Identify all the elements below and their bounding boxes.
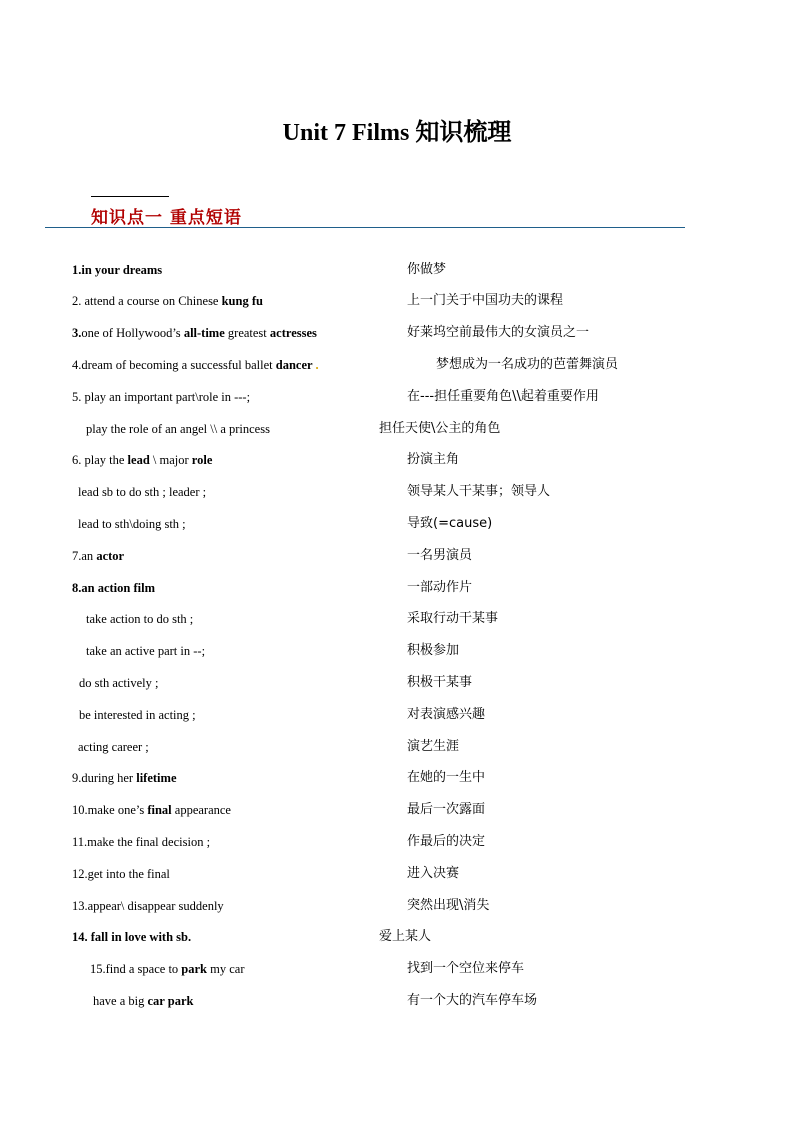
page-title: Unit 7 Films 知识梳理 xyxy=(282,120,512,146)
phrase-english-segment: lifetime xyxy=(136,771,177,785)
phrase-english xyxy=(72,291,263,311)
phrase-chinese: 演艺生涯 xyxy=(407,739,460,754)
phrase-chinese: 最后一次露面 xyxy=(407,802,486,817)
phrase-english xyxy=(72,800,231,820)
phrase-row xyxy=(0,609,794,629)
phrase-english-segment: final xyxy=(147,803,172,817)
phrase-english-segment: 14. fall in love with sb. xyxy=(72,930,192,944)
phrase-chinese: 有一个大的汽车停车场 xyxy=(407,993,538,1008)
phrase-row xyxy=(0,387,794,407)
section-bottom-rule xyxy=(45,227,685,228)
phrase-english xyxy=(72,896,224,916)
phrase-row xyxy=(0,768,794,788)
phrase-english-segment: 11.make the final decision ; xyxy=(72,835,211,849)
phrase-chinese: 担任天使\公主的角色 xyxy=(379,421,501,436)
phrase-english-segment: kung fu xyxy=(221,294,263,308)
phrase-row xyxy=(0,800,794,820)
phrase-row xyxy=(0,959,794,979)
phrase-row xyxy=(0,260,794,280)
phrase-english xyxy=(78,482,206,502)
phrase-chinese: 积极干某事 xyxy=(407,675,473,690)
phrase-english-segment: dancer xyxy=(275,358,313,372)
phrase-english-segment: do sth actively ; xyxy=(79,676,159,690)
phrase-english xyxy=(72,578,155,598)
phrase-row xyxy=(0,705,794,725)
phrase-english xyxy=(86,641,205,661)
phrase-english-segment: \ major xyxy=(149,453,192,467)
section-heading: 知识点一 重点短语 xyxy=(91,208,242,228)
phrase-row xyxy=(0,355,794,375)
phrase-row xyxy=(0,673,794,693)
phrase-chinese: 爱上某人 xyxy=(379,929,432,944)
phrase-english xyxy=(86,419,270,439)
phrase-english-segment: 4.dream of becoming a successful ballet xyxy=(72,358,276,372)
phrase-chinese: 好莱坞空前最伟大的女演员之一 xyxy=(407,325,590,340)
phrase-row xyxy=(0,419,794,439)
phrase-row xyxy=(0,641,794,661)
phrase-row xyxy=(0,546,794,566)
phrase-english-segment: be interested in acting ; xyxy=(79,708,196,722)
phrase-english xyxy=(72,323,317,343)
phrase-chinese: 采取行动干某事 xyxy=(407,611,499,626)
phrase-chinese: 领导某人干某事；领导人 xyxy=(407,484,551,499)
phrase-chinese: 突然出现\消失 xyxy=(407,898,490,913)
phrase-row xyxy=(0,514,794,534)
phrase-english xyxy=(72,864,170,884)
phrase-row xyxy=(0,737,794,757)
phrase-row xyxy=(0,323,794,343)
phrase-english xyxy=(78,514,186,534)
phrase-english xyxy=(72,927,191,947)
phrase-english-segment: car park xyxy=(147,994,194,1008)
phrase-chinese: 在她的一生中 xyxy=(407,770,486,785)
phrase-english-segment: . xyxy=(312,358,319,372)
phrase-english-segment: 5. play an important part\role in ---; xyxy=(72,390,251,404)
phrase-english-segment: in your dreams xyxy=(81,263,163,277)
phrase-english-segment: all-time xyxy=(183,326,225,340)
phrase-english-segment: have a big xyxy=(93,994,148,1008)
phrase-english-segment: 13.appear\ disappear suddenly xyxy=(72,899,224,913)
phrase-english-segment: take action to do sth ; xyxy=(86,612,194,626)
phrase-english-segment: 2. attend a course on Chinese xyxy=(72,294,222,308)
phrase-chinese: 一名男演员 xyxy=(407,548,473,563)
phrase-english-segment: my car xyxy=(207,962,245,976)
phrase-chinese: 作最后的决定 xyxy=(407,834,486,849)
phrase-english-segment: role xyxy=(191,453,213,467)
phrase-english xyxy=(72,450,212,470)
phrase-english xyxy=(72,387,250,407)
phrase-english-segment: 7.an xyxy=(72,549,97,563)
phrase-english-segment: 8.an action film xyxy=(72,581,155,595)
phrase-english-segment: park xyxy=(181,962,207,976)
phrase-chinese: 你做梦 xyxy=(407,262,447,277)
phrase-chinese: 找到一个空位来停车 xyxy=(407,961,525,976)
phrase-english-segment: 15.find a space to xyxy=(90,962,182,976)
phrase-row xyxy=(0,291,794,311)
phrase-row xyxy=(0,991,794,1011)
phrase-chinese: 导致(=cause) xyxy=(407,516,493,531)
phrase-chinese: 梦想成为一名成功的芭蕾舞演员 xyxy=(436,357,619,372)
phrase-english-segment: take an active part in --; xyxy=(86,644,206,658)
phrase-row xyxy=(0,864,794,884)
phrase-english xyxy=(90,959,244,979)
phrase-english xyxy=(79,673,159,693)
phrase-english-segment: 6. play the xyxy=(72,453,128,467)
phrase-english xyxy=(72,260,162,280)
phrase-chinese: 在---担任重要角色\\起着重要作用 xyxy=(407,389,599,404)
phrase-chinese: 对表演感兴趣 xyxy=(407,707,486,722)
phrase-english xyxy=(72,768,177,788)
phrase-english-segment: appearance xyxy=(171,803,231,817)
phrase-row xyxy=(0,832,794,852)
phrase-english-segment: actresses xyxy=(269,326,317,340)
phrase-english xyxy=(86,609,193,629)
phrase-chinese: 上一门关于中国功夫的课程 xyxy=(407,293,564,308)
phrase-row xyxy=(0,450,794,470)
phrase-english-segment: acting career ; xyxy=(78,740,149,754)
section-top-rule xyxy=(91,196,169,197)
phrase-english-segment: actor xyxy=(96,549,125,563)
phrase-english-segment: 12.get into the final xyxy=(72,867,170,881)
phrase-english-segment: 10.make one’s xyxy=(72,803,148,817)
phrase-chinese: 进入决赛 xyxy=(407,866,460,881)
phrase-english-segment: 1. xyxy=(72,263,82,277)
phrase-english xyxy=(93,991,193,1011)
phrase-english-segment: 3. xyxy=(72,326,82,340)
phrase-english xyxy=(78,737,149,757)
phrase-chinese: 一部动作片 xyxy=(407,580,473,595)
phrase-row xyxy=(0,482,794,502)
phrase-english-segment: 9.during her xyxy=(72,771,137,785)
phrase-english-segment: greatest xyxy=(224,326,270,340)
phrase-english-segment: lead to sth\doing sth ; xyxy=(78,517,186,531)
phrase-english xyxy=(72,546,124,566)
phrase-row xyxy=(0,927,794,947)
phrase-row xyxy=(0,896,794,916)
phrase-english xyxy=(79,705,196,725)
phrase-english-segment: lead xyxy=(127,453,150,467)
phrase-english-segment: one of Hollywood’s xyxy=(81,326,184,340)
phrase-english-segment: play the role of an angel \\ a princess xyxy=(86,422,270,436)
phrase-english xyxy=(72,832,210,852)
phrase-chinese: 积极参加 xyxy=(407,643,460,658)
phrase-english xyxy=(72,355,319,375)
phrase-chinese: 扮演主角 xyxy=(407,452,460,467)
phrase-english-segment: lead sb to do sth ; leader ; xyxy=(78,485,207,499)
phrase-row xyxy=(0,578,794,598)
